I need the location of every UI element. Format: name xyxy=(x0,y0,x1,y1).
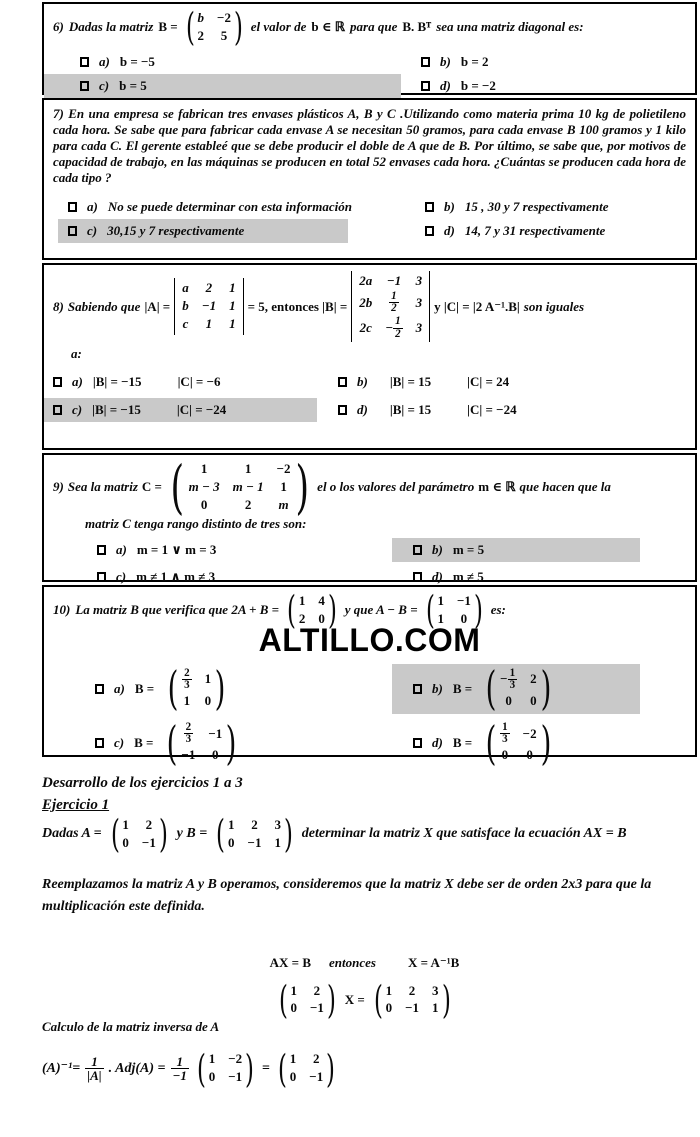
equation-fragment: X = A⁻¹B xyxy=(407,954,460,970)
checkbox-icon[interactable] xyxy=(413,572,422,582)
option-value-B: |B| = 15 xyxy=(389,374,432,390)
matrix-cells xyxy=(181,722,222,764)
matrix-cell: −2 xyxy=(276,461,291,476)
matrix-cells xyxy=(500,722,536,764)
option-text: No se puede determinar con esta información xyxy=(107,199,352,214)
solution-paragraph: Reemplazamos la matriz A y B operamos, consideremos que la matriz X debe ser de orden 2x3 para que la multiplicación este definida. xyxy=(42,876,652,915)
right-paren: ) xyxy=(540,715,551,770)
option-text: m = 5 xyxy=(452,541,485,557)
matrix-cell: −1 xyxy=(247,834,262,850)
option-text: m ≠ 1 ∧ m ≠ 3 xyxy=(136,568,216,584)
matrix-cells xyxy=(189,461,291,514)
solution-step-2 xyxy=(42,977,687,1022)
question-9-text xyxy=(53,453,686,522)
matrix-cell: 2 xyxy=(312,1051,320,1067)
option-key: b) xyxy=(432,680,443,696)
matrix-cell: 3 xyxy=(432,982,439,998)
option-value-C: |C| = 24 xyxy=(467,374,510,390)
matrix-cell: 1 xyxy=(274,834,281,850)
option-matrix-label: B = xyxy=(452,734,473,750)
matrix-label: C = xyxy=(141,479,162,495)
matrix-cell: 0 xyxy=(385,1000,393,1016)
option-value-C: |C| = −6 xyxy=(177,374,221,390)
right-paren: ) xyxy=(327,588,337,633)
matrix-cell: 0 xyxy=(200,496,208,512)
question-6-text xyxy=(53,5,686,50)
question-9-options xyxy=(53,538,686,589)
matrix-cell: m − 3 xyxy=(188,478,220,494)
question-9-box xyxy=(42,453,697,582)
matrix-cell: c xyxy=(182,316,189,332)
matrix-cell: −1 xyxy=(228,1069,243,1085)
adjugate-matrix xyxy=(194,1046,257,1091)
q6-option-b xyxy=(401,50,686,74)
question-number: 10) xyxy=(53,602,71,618)
checkbox-icon[interactable] xyxy=(97,545,106,555)
question-text-fragment: son iguales xyxy=(523,298,585,314)
matrix-cell: 2 xyxy=(197,27,205,43)
right-paren: ) xyxy=(214,661,226,716)
right-paren: ) xyxy=(295,453,309,522)
matrix-cells xyxy=(198,10,231,45)
matrix-cell: 0 xyxy=(289,1069,297,1085)
question-text-fragment: y que A − B = xyxy=(344,602,418,618)
matrix-cell: 0 xyxy=(228,834,235,850)
equation-fragment: (A)⁻¹= xyxy=(42,1061,81,1077)
inverse-calc-label: Calculo de la matriz inversa de A xyxy=(42,1019,220,1035)
checkbox-icon[interactable] xyxy=(80,81,89,91)
question-10-box xyxy=(42,585,697,770)
matrix-cell: 2 xyxy=(408,982,416,998)
matrix-cell: 1 xyxy=(122,817,129,832)
matrix-cells xyxy=(122,817,155,852)
matrix-cells xyxy=(386,983,439,1018)
option-key: b) xyxy=(444,199,455,214)
matrix-cell: −1 xyxy=(405,1000,420,1016)
option-key: a) xyxy=(72,374,83,390)
question-7-text xyxy=(53,106,686,186)
matrix-cell: 1 xyxy=(228,817,235,832)
inverse-result-matrix xyxy=(275,1046,338,1091)
matrix-cell: 3 xyxy=(415,273,423,288)
option-value-C: |C| = −24 xyxy=(467,402,517,418)
right-paren: ) xyxy=(158,812,168,857)
matrix-cells xyxy=(500,668,536,710)
matrix-cell: 0 xyxy=(318,610,325,626)
question-number: 9) xyxy=(53,479,64,495)
matrix-cell: 2 xyxy=(298,610,306,626)
question-text-fragment: para que xyxy=(350,19,398,35)
question-8-box xyxy=(42,263,697,450)
option-key: c) xyxy=(99,77,110,93)
left-paren: ( xyxy=(196,1046,206,1091)
matrix-cell: b xyxy=(182,298,189,314)
right-paren: ) xyxy=(283,812,293,857)
question-number: 8) xyxy=(53,298,64,314)
matrix-cell: 3 xyxy=(415,294,423,310)
left-paren: ( xyxy=(170,453,185,522)
option-value-C: |C| = −24 xyxy=(176,402,227,418)
option-key: b) xyxy=(357,374,368,390)
questions-column xyxy=(42,2,697,770)
question-text-fragment: el o los valores del parámetro xyxy=(317,479,475,495)
q8-option-a xyxy=(53,370,338,394)
matrix-cell: −1 xyxy=(309,1069,324,1085)
matrix-cell: − $\frac{1}{2}$ xyxy=(385,315,401,340)
matrix-cell: 2 xyxy=(244,496,252,512)
matrix-B xyxy=(213,812,296,857)
left-paren: ( xyxy=(485,715,497,770)
question-number: 7) xyxy=(53,106,64,121)
matrix-cells xyxy=(351,271,430,342)
matrix-B xyxy=(183,5,246,50)
det-A-label: |A| = xyxy=(144,298,171,314)
matrix-cell: m xyxy=(278,496,289,512)
option-text: 15 , 30 y 7 respectivamente xyxy=(464,199,609,214)
matrix-cell: 2 xyxy=(251,817,258,832)
option-text: b = −2 xyxy=(460,77,496,93)
question-text-fragment: Sabiendo que xyxy=(67,298,141,314)
matrix-label: B = xyxy=(158,19,178,35)
matrix-cell: 0 xyxy=(501,747,509,763)
checkbox-icon[interactable] xyxy=(413,684,422,694)
inline-math: b ∈ ℝ xyxy=(311,19,346,35)
matrix-cell: 0 xyxy=(122,834,129,850)
option-key: b) xyxy=(440,53,451,69)
matrix-cell: 1 xyxy=(437,593,444,608)
left-paren: ( xyxy=(216,812,226,857)
option-key: c) xyxy=(116,568,127,584)
equation-fragment: AX = B xyxy=(269,954,311,970)
question-text-fragment: el valor de xyxy=(250,19,307,35)
option-matrix-label: B = xyxy=(134,680,155,696)
statement-fragment: y B = xyxy=(176,826,208,842)
option-key: c) xyxy=(87,223,98,238)
matrix-cell: 3 xyxy=(415,319,423,335)
matrix-cells xyxy=(209,1051,242,1086)
option-value-B: |B| = −15 xyxy=(92,402,141,418)
q10-option-c xyxy=(53,715,405,770)
question-7-box xyxy=(42,98,697,260)
q6-option-c-highlighted xyxy=(44,74,401,98)
inline-math: B. Bᵀ xyxy=(402,19,432,35)
option-value-B: |B| = −15 xyxy=(92,374,142,390)
matrix-cell: $\frac{2}{3}$ xyxy=(185,720,192,746)
option-key: d) xyxy=(432,568,443,584)
matrix-cell: 1 xyxy=(244,461,252,476)
checkbox-icon[interactable] xyxy=(95,684,104,694)
matrix-cell: 1 xyxy=(432,1000,439,1016)
question-text-fragment: es: xyxy=(490,602,506,618)
option-key: b) xyxy=(432,541,443,557)
matrix-cell: b xyxy=(197,10,205,25)
option-matrix xyxy=(482,661,554,716)
checkbox-icon[interactable] xyxy=(80,57,89,67)
question-9-text-line2: matriz C tenga rango distinto de tres son: xyxy=(85,515,307,531)
q8-option-b xyxy=(338,370,686,394)
option-text: m = 1 ∨ m = 3 xyxy=(136,541,217,557)
checkbox-icon[interactable] xyxy=(421,57,430,67)
question-6-box xyxy=(42,2,697,95)
matrix-cell: 1 xyxy=(289,1051,297,1067)
solution-title: Desarrollo de los ejercicios 1 a 3 xyxy=(42,775,243,791)
solution-step-1 xyxy=(42,955,687,971)
matrix-cells xyxy=(290,983,323,1018)
left-paren: ( xyxy=(278,977,288,1022)
q6-option-a xyxy=(53,50,401,74)
matrix-cell: 2b xyxy=(359,294,373,310)
statement-fragment: determinar la matriz X que satisface la ecuación AX = B xyxy=(301,826,627,842)
left-paren: ( xyxy=(286,588,296,633)
matrix-cell: 3 xyxy=(274,817,281,832)
option-matrix-label: B = xyxy=(134,734,154,750)
matrix-cell: −1 xyxy=(201,298,217,314)
checkbox-icon[interactable] xyxy=(421,81,430,91)
q7-option-d xyxy=(405,219,686,243)
matrix-cell: −1 xyxy=(386,273,402,288)
option-text: b = −5 xyxy=(119,53,155,69)
question-8-options xyxy=(53,370,686,422)
left-paren: ( xyxy=(167,715,178,770)
question-number: 6) xyxy=(53,19,64,35)
matrix-C xyxy=(166,453,313,522)
right-paren: ) xyxy=(225,715,237,770)
statement-fragment: Dadas A = xyxy=(42,826,102,842)
equation-word: entonces xyxy=(329,954,376,970)
question-text: En una empresa se fabrican tres envases plásticos A, B y C .Utilizando como materia prima 10 kg de polietileno cada hora. Se sabe que para fabricar cada envase A se necesitan 50 gramos, para cada envase B 100 gramos y 1 kilo para cada C. El gerente estableé que se debe producir el doble de A que de B. Por último, se sabe que, por motivos de capacidad de trabajo, en las máquinas se producen en total 52 envases cada hora. ¿Cuántas se producen cada hora de cada tipo ? xyxy=(53,106,686,185)
question-text-fragment: Sea la matriz xyxy=(67,479,138,495)
right-paren: ) xyxy=(233,5,243,50)
matrix-cell: 2c xyxy=(359,319,372,335)
q9-option-b-highlighted xyxy=(392,538,640,562)
question-text-fragment: Dadas la matriz xyxy=(68,19,154,35)
option-text: 14, 7 y 31 respectivamente xyxy=(464,223,606,238)
right-paren: ) xyxy=(540,661,551,716)
matrix-cell: 2 xyxy=(205,280,213,296)
q7-option-a xyxy=(53,195,405,219)
matrix-cell: 1 xyxy=(437,610,444,626)
question-text-fragment: La matriz B que verifica que 2A + B = xyxy=(75,602,280,618)
question-6-options xyxy=(53,50,686,98)
matrix-cell: $\frac{1}{2}$ xyxy=(391,289,397,315)
matrix-cell: $\frac{1}{3}$ xyxy=(502,720,508,746)
checkbox-icon[interactable] xyxy=(413,738,422,748)
altillo-watermark: ALTILLO.COM xyxy=(258,621,481,658)
matrix-cell: 1 xyxy=(204,671,212,687)
right-paren: ) xyxy=(245,1046,255,1091)
checkbox-icon[interactable] xyxy=(425,202,434,212)
option-key: d) xyxy=(440,77,451,93)
matrix-cells xyxy=(174,278,243,335)
matrix-cell: −2 xyxy=(217,10,231,25)
determinant-B xyxy=(351,271,430,342)
matrix-cell: −2 xyxy=(228,1051,243,1067)
matrix-cells xyxy=(228,817,281,852)
q8-option-d xyxy=(338,398,686,422)
left-paren: ( xyxy=(167,661,179,716)
matrix-cell: −1 xyxy=(181,747,196,763)
matrix-A xyxy=(108,812,171,857)
q10-option-a xyxy=(53,661,405,716)
option-text: 30,15 y 7 respectivamente xyxy=(107,223,245,238)
exercise-1-statement xyxy=(42,812,687,857)
matrix-cell: $\frac{2}{3}$ xyxy=(184,666,190,692)
option-matrix xyxy=(482,715,554,770)
option-key: a) xyxy=(99,53,110,69)
matrix-cell: m − 1 xyxy=(232,478,264,494)
option-key: d) xyxy=(444,223,455,238)
left-paren: ( xyxy=(110,812,120,857)
matrix-cell: 2 xyxy=(530,671,537,687)
question-10-options xyxy=(53,661,686,770)
exercise-1-title: Ejercicio 1 xyxy=(42,797,110,813)
q7-option-c-highlighted xyxy=(58,219,348,243)
question-8-continuation: a: xyxy=(71,346,82,362)
matrix-cell: 4 xyxy=(318,593,325,608)
checkbox-icon[interactable] xyxy=(425,226,434,236)
option-key: a) xyxy=(87,199,98,214)
option-text: b = 5 xyxy=(119,77,147,93)
q6-option-d xyxy=(401,74,686,98)
matrix-cell: − $\frac{1}{3}$ xyxy=(500,666,516,692)
matrix-cell: 0 xyxy=(204,692,212,708)
left-paren: ( xyxy=(373,977,383,1022)
right-paren: ) xyxy=(326,977,336,1022)
option-matrix xyxy=(164,661,229,716)
q9-option-a xyxy=(53,538,405,562)
matrix-cell: 1 xyxy=(298,593,306,608)
solution-section xyxy=(42,775,687,1091)
matrix-cell: 1 xyxy=(200,461,208,476)
checkbox-icon[interactable] xyxy=(53,377,62,387)
matrix-cell: 2 xyxy=(313,982,321,998)
matrix-cell: −1 xyxy=(141,834,156,850)
option-key: d) xyxy=(432,734,443,750)
matrix-cell: 1 xyxy=(290,982,297,998)
question-text-fragment: sea una matriz diagonal es: xyxy=(436,19,584,35)
right-paren: ) xyxy=(473,588,483,633)
inline-math: m ∈ ℝ xyxy=(478,479,516,495)
option-key: a) xyxy=(114,680,125,696)
matrix-cell: 2 xyxy=(145,817,153,832)
matrix-B xyxy=(371,977,454,1022)
option-key: c) xyxy=(72,402,83,418)
matrix-cell: 0 xyxy=(290,1000,297,1016)
q7-option-b xyxy=(405,195,686,219)
right-paren: ) xyxy=(326,1046,336,1091)
q9-option-c xyxy=(53,565,405,589)
checkbox-icon[interactable] xyxy=(338,405,347,415)
matrix-cell: 0 xyxy=(208,1069,216,1085)
matrix-cell: 0 xyxy=(505,692,512,708)
matrix-cell: 0 xyxy=(460,610,468,626)
matrix-cell: −1 xyxy=(309,1000,324,1016)
matrix-cell: 5 xyxy=(220,27,228,43)
checkbox-icon[interactable] xyxy=(95,738,104,748)
left-paren: ( xyxy=(185,5,195,50)
fraction-1-over-detA: $\frac{1}{|A|}$ xyxy=(87,1053,102,1084)
matrix-cell: 1 xyxy=(205,316,213,332)
matrix-cell: 2a xyxy=(359,273,373,288)
question-8-text xyxy=(53,271,686,342)
matrix-cell: −2 xyxy=(522,725,537,741)
question-text-fragment: que hacen que la xyxy=(519,479,611,495)
left-paren: ( xyxy=(425,588,435,633)
matrix-cell: 1 xyxy=(208,1051,216,1067)
matrix-cell: 1 xyxy=(183,692,191,708)
question-7-options xyxy=(53,195,686,243)
determinant-A xyxy=(174,278,243,335)
matrix-A xyxy=(276,977,339,1022)
q9-option-d xyxy=(405,565,686,589)
equation-fragment: . Adj(A) = xyxy=(108,1060,166,1076)
left-paren: ( xyxy=(277,1046,287,1091)
checkbox-icon[interactable] xyxy=(97,572,106,582)
option-matrix xyxy=(163,715,240,770)
equation-fragment: X = xyxy=(344,991,365,1007)
matrix-cells xyxy=(182,668,211,710)
option-text: b = 2 xyxy=(460,53,489,69)
option-value-B: |B| = 15 xyxy=(389,402,432,418)
option-text: m ≠ 5 xyxy=(452,568,484,584)
inline-math: y |C| = |2 A⁻¹.B| xyxy=(434,298,520,314)
matrix-cell: 1 xyxy=(280,478,287,494)
equals-sign: = xyxy=(261,1060,270,1076)
checkbox-icon[interactable] xyxy=(68,226,77,236)
matrix-cell: 0 xyxy=(530,692,537,708)
fraction-1-over-minus1: $\frac{1}{-1}$ xyxy=(172,1053,187,1084)
option-matrix-label: B = xyxy=(452,680,473,696)
option-key: d) xyxy=(357,402,368,418)
checkbox-icon[interactable] xyxy=(338,377,347,387)
left-paren: ( xyxy=(485,661,497,716)
inline-math: = 5, entonces |B| = xyxy=(247,298,348,314)
matrix-cell: 0 xyxy=(526,747,533,763)
matrix-cell: 1 xyxy=(229,316,236,332)
checkbox-icon[interactable] xyxy=(68,202,77,212)
option-key: c) xyxy=(114,734,125,750)
matrix-cell: −1 xyxy=(208,725,223,741)
matrix-cell: 1 xyxy=(229,280,236,296)
inverse-equation xyxy=(42,1046,687,1091)
matrix-cell: 1 xyxy=(229,298,236,314)
matrix-cell: a xyxy=(182,280,189,296)
matrix-cells xyxy=(290,1051,323,1086)
matrix-cell: −1 xyxy=(456,593,471,608)
q8-option-c-highlighted xyxy=(44,398,317,422)
matrix-cell: 0 xyxy=(212,747,219,763)
checkbox-icon[interactable] xyxy=(53,405,62,415)
checkbox-icon[interactable] xyxy=(413,545,422,555)
option-key: a) xyxy=(116,541,127,557)
matrix-cell: 1 xyxy=(385,982,393,998)
q10-option-b-highlighted xyxy=(392,661,640,716)
right-paren: ) xyxy=(441,977,451,1022)
q10-option-d xyxy=(405,715,686,770)
